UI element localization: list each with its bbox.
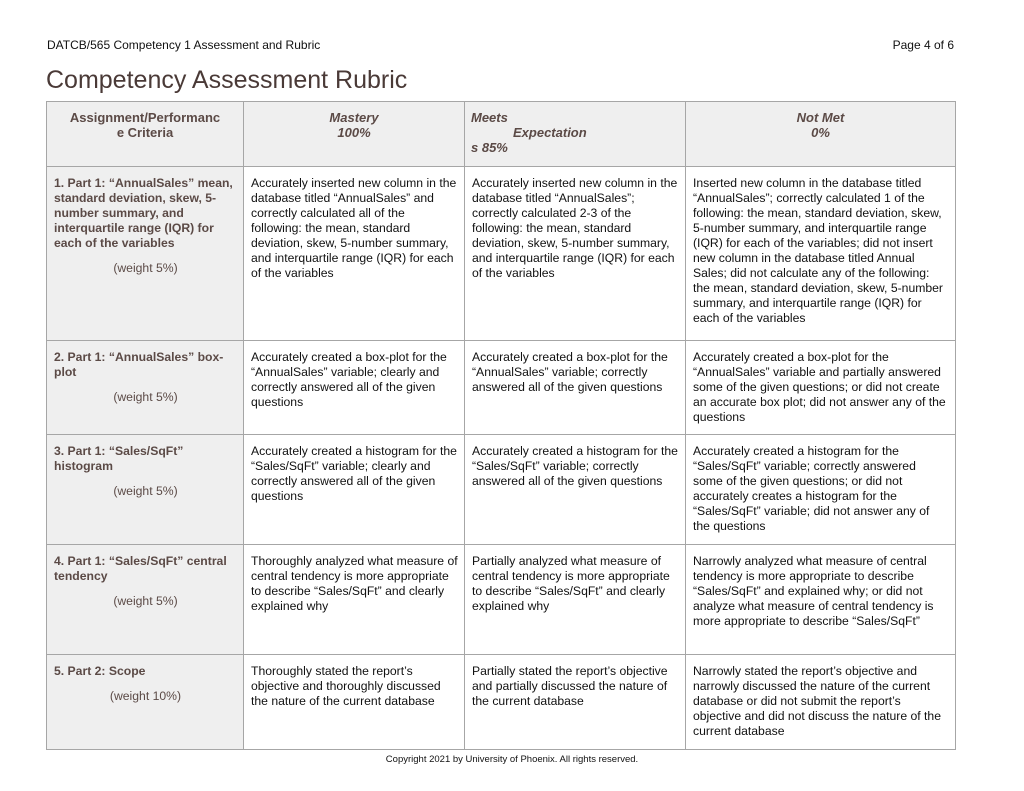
criteria-header-line-1: Assignment/Performanc [69,110,221,125]
rubric-header-row [47,102,956,167]
meets-header-line-2: Expectation [513,125,587,140]
meets-header-line-3: s 85% [471,140,508,155]
page-number: Page 4 of 6 [892,38,954,52]
meets-header-line-1: Meets [471,110,508,125]
criteria-cell [47,341,244,435]
criteria-cell [47,167,244,341]
document-header-title: DATCB/565 Competency 1 Assessment and Rubric [47,38,321,52]
criteria-weight: (weight 5%) [113,390,178,404]
criteria-text: 1. Part 1: “AnnualSales” mean, standard deviation, skew, 5-number summary, and interquartile range (IQR) for each of the variables [54,176,233,250]
criteria-text: 4. Part 1: “Sales/SqFt” central tendency [54,554,227,583]
criteria-weight: (weight 10%) [109,689,182,703]
rubric-row [47,167,956,341]
column-header-mastery [244,102,465,167]
mastery-cell: Accurately created a box-plot for the “AnnualSales” variable; clearly and correctly answered all of the given questions [244,341,465,435]
not-met-cell: Narrowly analyzed what measure of central tendency is more appropriate to describe “Sales/SqFt” and explained why; or did not analyze what measure of central tendency is more appropriate to describe “Sales/SqFt” [686,545,956,655]
not-met-cell: Accurately created a histogram for the “Sales/SqFt” variable; correctly answered some of the given questions; or did not accurately creates a histogram for the “Sales/SqFt” variable; did not answer any of the questions [686,435,956,545]
criteria-cell [47,435,244,545]
criteria-cell [47,545,244,655]
mastery-header-label: Mastery [329,110,379,125]
column-header-not-met [686,102,956,167]
criteria-weight: (weight 5%) [113,484,178,498]
criteria-text: 2. Part 1: “AnnualSales” box-plot [54,350,224,379]
column-header-criteria [47,102,244,167]
criteria-cell [47,655,244,750]
not-met-cell: Accurately created a box-plot for the “AnnualSales” variable and partially answered some of the given questions; or did not create an accurate box plot; did not answer any of the questions [686,341,956,435]
mastery-cell: Accurately created a histogram for the “Sales/SqFt” variable; clearly and correctly answered all of the given questions [244,435,465,545]
not-met-header-percent: 0% [811,125,830,140]
rubric-row [47,435,956,545]
meets-cell: Accurately inserted new column in the database titled “AnnualSales”; correctly calculated 2-3 of the following: the mean, standard deviation, skew, 5-number summary, and interquartile range (IQR) for each of the variables [465,167,686,341]
mastery-cell: Accurately inserted new column in the database titled “AnnualSales” and correctly calculated all of the following: the mean, standard deviation, skew, 5-number summary, and interquartile range (IQR) for each of the variables [244,167,465,341]
column-header-meets [465,102,686,167]
meets-cell: Partially stated the report’s objective and partially discussed the nature of the current database [465,655,686,750]
criteria-weight: (weight 5%) [113,594,178,608]
not-met-cell: Inserted new column in the database titled “AnnualSales”; correctly calculated 1 of the following: the mean, standard deviation, skew, 5-number summary, and interquartile range (IQR) for each of the variables; did not insert new column in the database titled Annual Sales; did not calculate any of the following: the mean, standard deviation, skew, 5-number summary, and interquartile range (IQR) for each of the variables [686,167,956,341]
meets-cell: Partially analyzed what measure of central tendency is more appropriate to describe “Sales/SqFt” and clearly explained why [465,545,686,655]
not-met-cell: Narrowly stated the report’s objective and narrowly discussed the nature of the current database or did not submit the report’s objective and did not discuss the nature of the current database [686,655,956,750]
rubric-row [47,545,956,655]
meets-cell: Accurately created a box-plot for the “AnnualSales” variable; correctly answered all of the given questions [465,341,686,435]
criteria-text: 5. Part 2: Scope [54,664,146,678]
meets-cell: Accurately created a histogram for the “Sales/SqFt” variable; correctly answered all of the given questions [465,435,686,545]
criteria-text: 3. Part 1: “Sales/SqFt” histogram [54,444,184,473]
copyright-footer: Copyright 2021 by University of Phoenix. All rights reserved. [385,754,639,765]
mastery-header-percent: 100% [337,125,371,140]
mastery-cell: Thoroughly analyzed what measure of central tendency is more appropriate to describe “Sales/SqFt” and clearly explained why [244,545,465,655]
rubric-row [47,655,956,750]
criteria-header-line-2: e Criteria [116,125,174,140]
page-title: Competency Assessment Rubric [46,66,408,94]
rubric-row [47,341,956,435]
mastery-cell: Thoroughly stated the report’s objective and thoroughly discussed the nature of the current database [244,655,465,750]
criteria-weight: (weight 5%) [113,261,178,275]
rubric-table [46,101,956,750]
not-met-header-label: Not Met [796,110,845,125]
